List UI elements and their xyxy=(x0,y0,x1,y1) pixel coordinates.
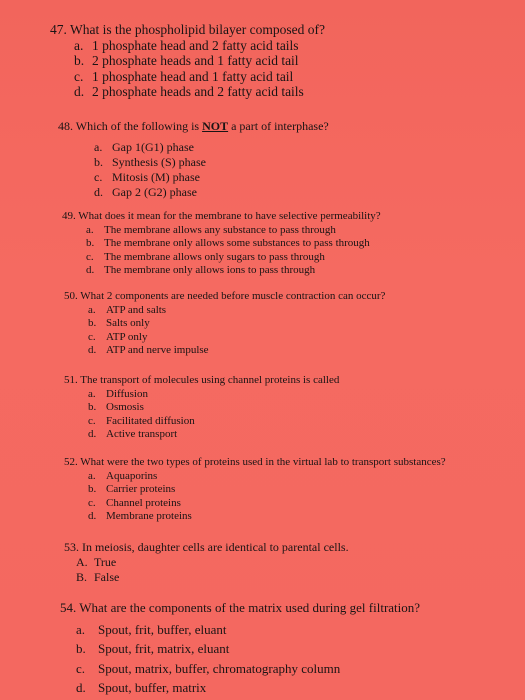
option-c: c. 1 phosphate head and 1 fatty acid tail xyxy=(74,68,294,84)
option-d: d. 2 phosphate heads and 2 fatty acid tails xyxy=(74,84,304,99)
question-stem: 54. What are the components of the matrix used during gel filtration? xyxy=(60,600,421,615)
option-a: a. ATP and salts xyxy=(88,303,167,316)
question-stem: 50. What 2 components are needed before muscle contraction can occur? xyxy=(64,290,386,302)
option-c: c. ATP only xyxy=(88,330,148,343)
option-c: c. Spout, matrix, buffer, chromatography column xyxy=(76,660,341,676)
emphasis-not: NOT xyxy=(202,119,229,133)
option-c: c. Channel proteins xyxy=(88,496,181,509)
option-b: b. Osmosis xyxy=(88,401,144,413)
option-d: d. ATP and nerve impulse xyxy=(88,344,209,356)
option-a: a. Gap 1(G1) phase xyxy=(94,140,194,154)
question-54 xyxy=(60,598,420,698)
option-d: d. Spout, buffer, matrix xyxy=(76,680,207,695)
option-a: a. 1 phosphate head and 2 fatty acid tails xyxy=(74,37,299,53)
option-c: c. Facilitated diffusion xyxy=(88,414,195,427)
option-d: d. Active transport xyxy=(88,428,178,440)
question-stem: 52. What were the two types of proteins used in the virtual lab to transport substances? xyxy=(64,456,446,468)
option-b: b. Carrier proteins xyxy=(88,483,176,495)
option-a: a. Aquaporins xyxy=(88,469,158,482)
option-b: b. The membrane only allows some substances to pass through xyxy=(86,237,370,249)
question-53 xyxy=(64,540,349,585)
question-stem: 51. The transport of molecules using channel proteins is called xyxy=(64,374,340,386)
question-stem: 49. What does it mean for the membrane to have selective permeability? xyxy=(62,210,381,222)
option-d: d. Gap 2 (G2) phase xyxy=(94,185,197,199)
option-c: c. Mitosis (M) phase xyxy=(94,170,200,184)
option-false: B. False xyxy=(76,570,120,584)
question-stem: 53. In meiosis, daughter cells are identical to parental cells. xyxy=(64,540,349,554)
option-d: d. The membrane only allows ions to pass through xyxy=(86,264,316,276)
option-b: b. Synthesis (S) phase xyxy=(94,155,206,169)
question-stem: 47. What is the phospholipid bilayer composed of? xyxy=(50,22,325,37)
question-51 xyxy=(64,374,339,442)
option-c: c. The membrane allows only sugars to pass through xyxy=(86,250,325,263)
option-d: d. Membrane proteins xyxy=(88,510,192,522)
option-b: b. Salts only xyxy=(88,317,150,329)
option-a: a. The membrane allows any substance to pass through xyxy=(86,223,336,236)
option-true: A. True xyxy=(76,555,117,569)
option-a: a. Diffusion xyxy=(88,387,148,400)
question-48 xyxy=(58,119,329,200)
option-b: b. 2 phosphate heads and 1 fatty acid tail xyxy=(74,53,299,68)
option-a: a. Spout, frit, buffer, eluant xyxy=(76,621,227,637)
question-stem: 48. Which of the following is NOT a part of interphase? xyxy=(58,119,329,133)
question-47 xyxy=(50,22,325,100)
question-50 xyxy=(64,290,385,358)
option-b: b. Spout, frit, matrix, eluant xyxy=(76,641,230,656)
question-49 xyxy=(62,210,381,278)
question-52 xyxy=(64,456,446,524)
